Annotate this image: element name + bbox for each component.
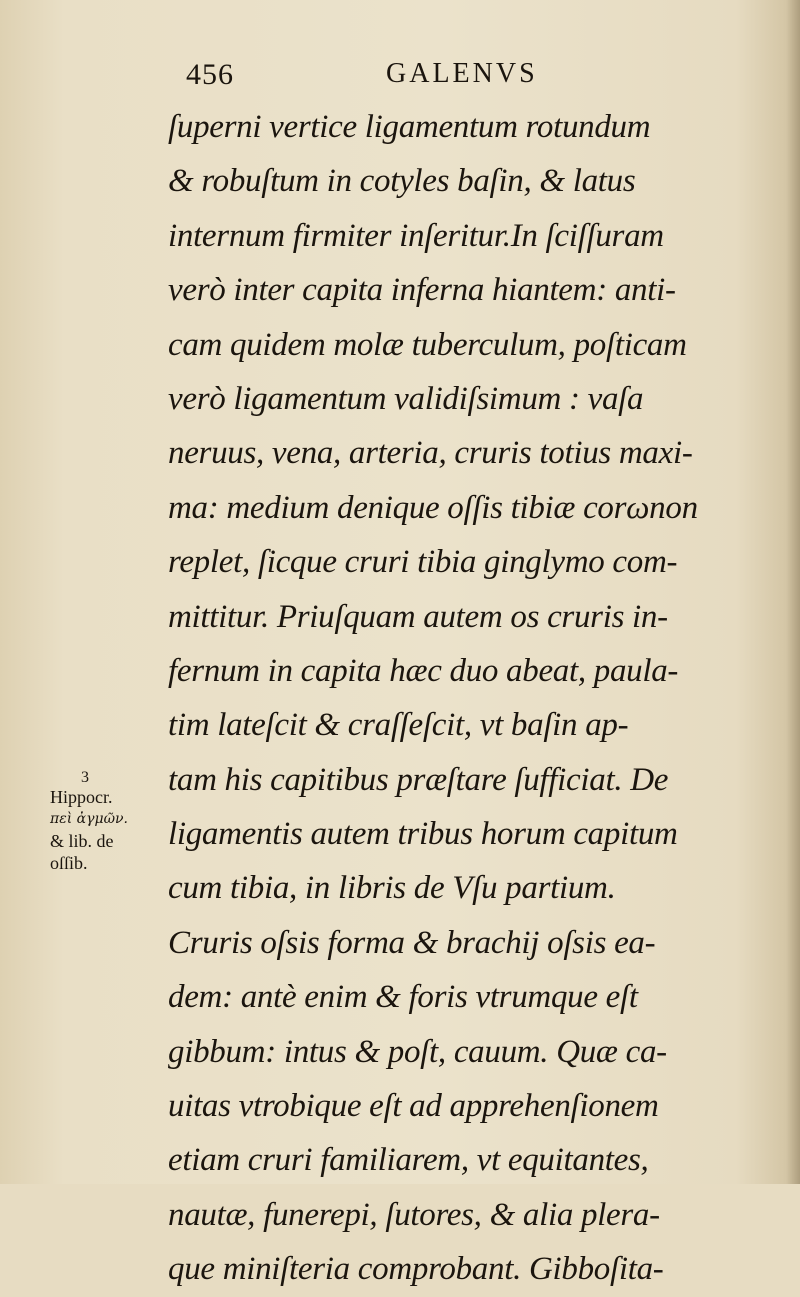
text-line: internum firmiter inſeritur.In ſciſſuram	[168, 217, 664, 254]
page-number: 456	[186, 58, 234, 91]
page-header	[186, 58, 746, 98]
text-line: & robuſtum in cotyles baſin, & latus	[168, 163, 636, 200]
text-line: que miniſteria comprobant. Gibboſita-	[168, 1251, 664, 1288]
margin-note-number: 3	[81, 769, 89, 786]
margin-note-line: & lib. de	[50, 831, 114, 851]
text-line: replet, ſicque cruri tibia ginglymo com-	[168, 544, 678, 581]
text-line: tam his capitibus præſtare ſufficiat. De	[168, 761, 669, 798]
margin-note-line: oſſib.	[50, 853, 88, 873]
text-line: Cruris oſsis forma & brachij oſsis ea-	[168, 924, 656, 961]
margin-note	[50, 770, 160, 874]
text-line: neruus, vena, arteria, cruris totius maxi-	[168, 435, 693, 472]
text-line: verò inter capita inferna hiantem: anti-	[168, 272, 676, 309]
text-line: mittitur. Priuſquam autem os cruris in-	[168, 598, 668, 635]
text-line: gibbum: intus & poſt, cauum. Quæ ca-	[168, 1033, 667, 1070]
text-line: ſuperni vertice ligamentum rotundum	[168, 109, 651, 145]
text-line: dem: antè enim & foris vtrumque eſt	[168, 979, 638, 1016]
text-line: verò ligamentum validiſsimum : vaſa	[168, 380, 644, 417]
text-line: ligamentis autem tribus horum capitum	[168, 816, 678, 853]
text-line: etiam cruri familiarem, vt equitantes,	[168, 1142, 649, 1179]
text-line: ma: medium denique oſſis tibiæ corωnon	[168, 489, 698, 526]
running-title: GALENVS	[386, 58, 538, 89]
text-line: cum tibia, in libris de Vſu partium.	[168, 870, 616, 907]
text-line: uitas vtrobique eſt ad apprehenſionem	[168, 1088, 659, 1125]
text-line: fernum in capita hæc duo abeat, paula-	[168, 652, 679, 689]
margin-note-line: Hippocr.	[50, 787, 113, 807]
page-edge-shadow	[786, 0, 800, 1184]
text-line: cam quidem molæ tuberculum, poſticam	[168, 326, 687, 363]
text-line: nautæ, funerepi, ſutores, & alia plera-	[168, 1196, 660, 1233]
text-line: tim lateſcit & craſſeſcit, vt baſin ap-	[168, 707, 629, 744]
body-text	[168, 100, 753, 1297]
margin-note-line: πεὶ ἀγμῶν.	[50, 811, 128, 827]
